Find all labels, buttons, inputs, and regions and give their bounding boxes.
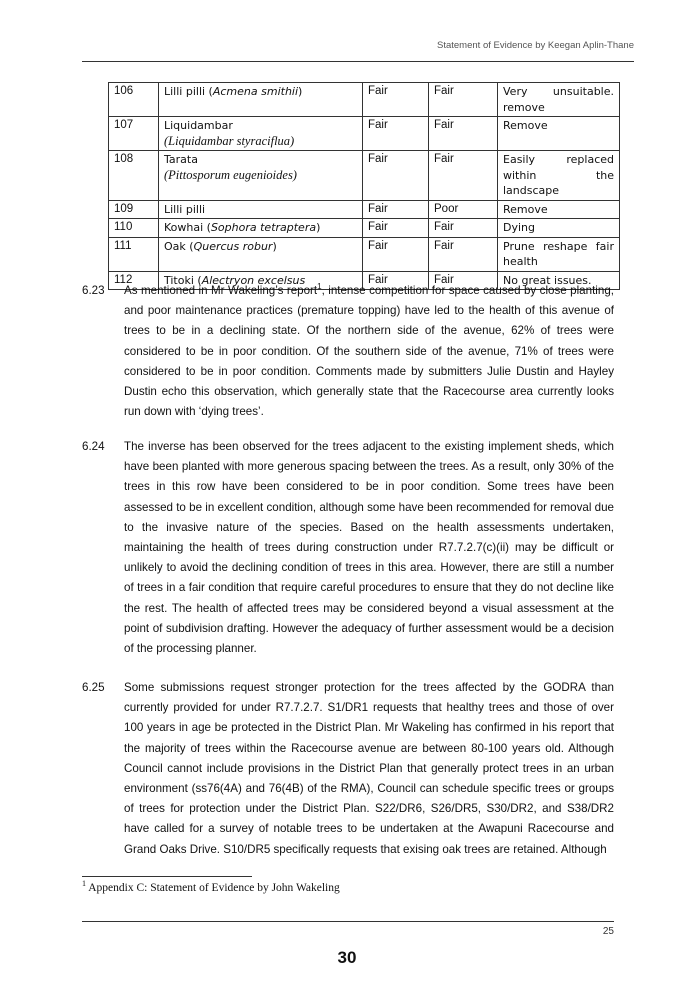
footer-divider	[82, 921, 614, 922]
paragraph-text: Some submissions request stronger protection for the trees affected by the GODRA than currently provided for under R7.7.2.7. S1/DR1 requests that healthy trees and those of over 100 years in age be protected in the District Plan. Mr Wakeling has confirmed in his report that the majority of trees within the Racecourse avenue are between 80-100 years old. Although Council cannot include provisions in the District Plan that generally protect trees in an urban environment (ss76(4A) and 76(4B) of the RMA), Council can schedule specific trees or groups of trees for protection under the District Plan. S22/DR6, S26/DR5, S30/DR2, and S38/DR2 have called for a survey of notable trees to be undertaken at the Awapuni Racecourse and Grand Oaks Drive. S10/DR5 specifically requests that exising oak trees are retained. Although	[124, 681, 614, 856]
paragraph-text: The inverse has been observed for the trees adjacent to the existing implement sheds, which have been planted with more generous spacing between the trees. As a result, only 30% of the trees in this row have been considered to be in poor condition. Some trees have been assessed to be in excellent condition, although some have been recommended for removal due to the invasive nature of the species. Based on the health assessments undertaken, maintaining the health of trees during construction under R7.7.2.7(c)(ii) may be difficult or unlikely to avoid the declining condition of trees in this area. However, there are still a number of trees in a fair condition that require careful procedures to ensure that they do not decline like the rest. The health of affected trees may be considered beyond a visual assessment at the point of subdivision drafting. However the adequacy of further assessment would be a decision of the processing planner.	[124, 440, 614, 656]
recommendation: Easily replaced within the landscape	[498, 151, 620, 201]
condition-rating-2: Fair	[429, 83, 498, 117]
document-header-title: Statement of Evidence by Keegan Aplin-Thane	[437, 40, 634, 51]
common-name: Tarata	[164, 153, 198, 166]
paragraph-number: 6.23	[82, 284, 105, 297]
botanical-name: Quercus robur	[193, 239, 273, 253]
header-divider	[82, 61, 634, 62]
condition-rating-2: Fair	[429, 271, 498, 290]
condition-rating-1: Fair	[363, 271, 429, 290]
paragraph-number: 6.25	[82, 681, 105, 694]
document-page-number: 25	[602, 926, 614, 937]
footnote-marker: 1	[82, 879, 86, 889]
condition-rating-2: Fair	[429, 117, 498, 151]
common-name: Kowhai (	[164, 221, 211, 234]
tree-name	[159, 237, 363, 271]
name-suffix: )	[316, 221, 321, 234]
tree-number: 108	[109, 151, 159, 201]
name-suffix: )	[298, 85, 303, 98]
recommendation: No great issues.	[498, 271, 620, 290]
name-suffix: )	[272, 239, 277, 253]
table-row	[109, 151, 620, 201]
table-row	[109, 237, 620, 271]
condition-rating-2: Fair	[429, 219, 498, 238]
common-name: Oak (	[164, 239, 194, 253]
tree-number: 110	[109, 219, 159, 238]
condition-rating-1: Fair	[363, 237, 429, 271]
recommendation: Dying	[498, 219, 620, 238]
botanical-name: (Liquidambar styraciflua)	[164, 133, 295, 148]
paragraph-6-25	[82, 678, 614, 860]
tree-name	[159, 200, 363, 219]
tree-number: 107	[109, 117, 159, 151]
table-row	[109, 200, 620, 219]
botanical-name: Sophora tetraptera	[210, 221, 317, 234]
condition-rating-1: Fair	[363, 151, 429, 201]
condition-rating-2: Poor	[429, 200, 498, 219]
paragraph-text	[124, 281, 614, 422]
common-name: Lilli pilli	[164, 202, 206, 216]
common-name: Liquidambar	[164, 119, 233, 132]
paragraph-number: 6.24	[82, 440, 105, 453]
paragraph-6-23	[82, 281, 614, 422]
recommendation: Remove	[498, 117, 620, 151]
tree-number: 112	[109, 271, 159, 290]
botanical-name: Alectryon excelsus	[201, 273, 306, 287]
paragraph-text-part: , intense competition for space caused by close planting, and poor maintenance practices (premature topping) have led to the health of this avenue of trees to be in a declining state. Of the northern side of the avenue, 62% of trees were considered to be in poor condition. Of the southern side of the avenue, 71% of trees were considered to be in poor condition. Comments made by submitters Julie Dustin and Hayley Dustin echo this observation, which generally state that the Racecourse area currently looks run down with ‘dying trees’.	[124, 284, 614, 419]
footnote-reference[interactable]: 1	[317, 282, 322, 292]
tree-name	[159, 83, 363, 117]
bundle-page-number: 30	[337, 948, 357, 967]
footnote-text: Appendix C: Statement of Evidence by John Wakeling	[88, 882, 340, 894]
condition-rating-1: Fair	[363, 83, 429, 117]
tree-number: 106	[109, 83, 159, 117]
condition-rating-2: Fair	[429, 237, 498, 271]
table-row	[109, 219, 620, 238]
condition-rating-1: Fair	[363, 219, 429, 238]
footnote	[82, 879, 340, 894]
condition-rating-1: Fair	[363, 200, 429, 219]
paragraph-text-part: As mentioned in Mr Wakeling’s report	[124, 284, 318, 297]
table-row	[109, 117, 620, 151]
recommendation: Remove	[498, 200, 620, 219]
tree-name	[159, 117, 363, 151]
tree-assessment-table	[108, 82, 620, 290]
table-row	[109, 83, 620, 117]
tree-number: 109	[109, 200, 159, 219]
tree-number: 111	[109, 237, 159, 271]
footnote-divider	[82, 876, 252, 877]
botanical-name: Acmena smithii	[212, 85, 299, 98]
common-name: Titoki (	[164, 273, 202, 287]
recommendation: Very unsuitable. remove	[498, 83, 620, 117]
condition-rating-2: Fair	[429, 151, 498, 201]
recommendation: Prune reshape fair health	[498, 237, 620, 271]
tree-name	[159, 151, 363, 201]
common-name: Lilli pilli (	[164, 85, 213, 98]
condition-rating-1: Fair	[363, 117, 429, 151]
tree-name	[159, 219, 363, 238]
botanical-name: (Pittosporum eugenioides)	[164, 167, 297, 182]
paragraph-6-24	[82, 437, 614, 659]
